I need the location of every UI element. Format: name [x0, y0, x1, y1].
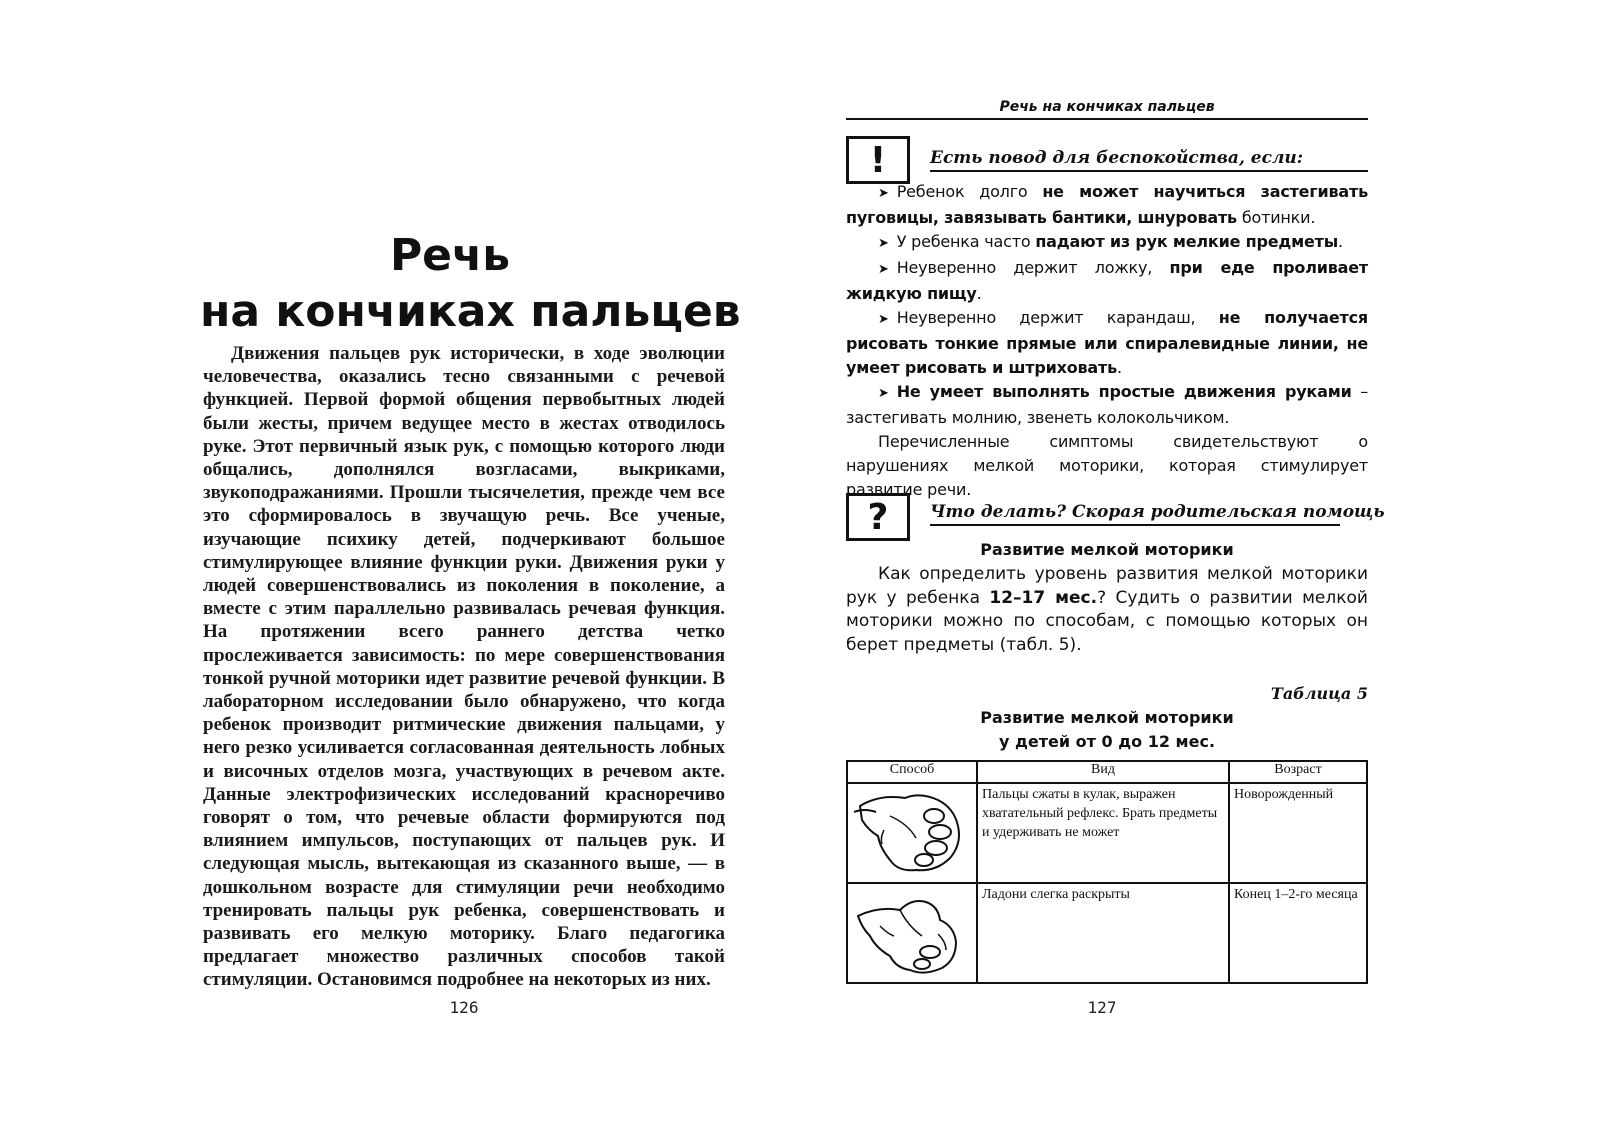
- symptom-item: [846, 306, 1368, 380]
- symptom-text: ботинки.: [1236, 208, 1316, 227]
- table-caption-line1: Развитие мелкой моторики: [980, 708, 1234, 727]
- view-cell: Пальцы сжаты в кулак, выражен хватательный рефлекс. Брать предметы и удерживать не может: [977, 783, 1229, 883]
- arrow-bullet-icon: ➤: [878, 386, 889, 401]
- table-header-row: [847, 761, 1367, 783]
- left-page: [0, 0, 800, 1132]
- arrow-bullet-icon: ➤: [878, 312, 889, 327]
- chapter-title-line2: на кончиках пальцев: [200, 286, 741, 337]
- table-row: [847, 783, 1367, 883]
- column-header-age: Возраст: [1229, 761, 1367, 783]
- intro-age-range: 12–17 мес.: [989, 587, 1098, 608]
- arrow-bullet-icon: ➤: [878, 236, 889, 251]
- body-paragraph: Движения пальцев рук исторически, в ходе эволюции человечества, оказались тесно связанными с речевой функцией. Первой формой общения первобытных людей были жесты, причем ведущее место в жестах отводилось руке. Этот первичный язык рук, с помощью которого люди общались, дополнялся возгласами, выкриками, звукоподражаниями. Прошли тысячелетия, прежде чем все это сформировалось в звучащую речь. Все ученые, изучающие психику детей, подчеркивают большое стимулирующее влияние функции руки. Движения руки у людей совершенствовались из поколения в поколение, а вместе с этим параллельно развивалась речевая функция. На протяжении всего раннего детства четко прослеживается зависимость: по мере совершенствования тонкой ручной моторики идет развитие речевой функции. В лабораторном исследовании было обнаружено, что когда ребенок производит ритмические движения пальцами, у него резко усиливается согласованная деятельность лобных и височных отделов мозга, участвующих в речевом акте. Данные электрофизических исследований красноречиво говорят о том, что речевые области формируются под влиянием импульсов, поступающих от пальцев рук. И следующая мысль, вытекающая из сказанного выше, — в дошкольном возрасте для стимуляции речи необходимо тренировать пальцы рук ребенка, совершенствовать и развивать его мелкую моторику. Благо педагогика предлагает множество различных способов такой стимуляции. Остановимся подробнее на некоторых из них.: [203, 343, 725, 991]
- chapter-title: [200, 228, 741, 340]
- intro-text-end: ? Судить о развитии мелкой моторики можно по способам, с помощью которых он берет предметы (табл. 5).: [846, 587, 1368, 655]
- open-hand-icon: [847, 883, 977, 983]
- symptom-bold-text: не получается рисовать тонкие прямые или спиралевидные линии, не умеет рисовать и штриховать: [846, 308, 1368, 377]
- page-number-left: 126: [449, 998, 479, 1017]
- symptom-item: [846, 180, 1368, 230]
- table-caption: [846, 706, 1368, 754]
- fist-hand-icon: [847, 783, 977, 883]
- intro-paragraph: [846, 563, 1368, 657]
- arrow-bullet-icon: ➤: [878, 186, 889, 201]
- running-header: Речь на кончиках пальцев: [846, 96, 1368, 120]
- section-subheading: Развитие мелкой моторики: [980, 540, 1234, 559]
- symptom-text: .: [1117, 358, 1122, 377]
- page-number-right: 127: [1087, 998, 1117, 1017]
- intro-text-start: Как определить уровень развития мелкой моторики рук у ребенка: [846, 564, 1368, 608]
- column-header-method: Способ: [847, 761, 977, 783]
- age-cell: Конец 1–2-го месяца: [1229, 883, 1367, 983]
- help-heading: Что делать? Скорая родительская помощь: [930, 502, 1340, 526]
- question-sign-icon: ?: [846, 493, 910, 541]
- warning-heading: Есть повод для беспокойства, если:: [930, 148, 1368, 172]
- exclamation-sign-icon: !: [846, 136, 910, 184]
- symptoms-conclusion: Перечисленные симптомы свидетельствуют о нарушениях мелкой моторики, которая стимулирует развитие речи.: [846, 432, 1368, 499]
- symptom-bold-text: при еде проливает жидкую пищу: [846, 258, 1368, 303]
- chapter-body: [203, 342, 725, 992]
- table-row: [847, 883, 1367, 983]
- symptom-text: .: [976, 284, 982, 303]
- symptom-item: [846, 380, 1368, 430]
- symptom-bold-text: Не умеет выполнять простые движения руками: [896, 382, 1352, 401]
- symptom-text: Ребенок долго: [896, 182, 1043, 201]
- symptom-text: У ребенка часто: [896, 232, 1036, 251]
- development-table: [846, 760, 1368, 984]
- age-cell: Новорожденный: [1229, 783, 1367, 883]
- table-label: Таблица 5: [1270, 684, 1368, 703]
- chapter-title-line1: Речь: [389, 230, 511, 281]
- symptom-text: – застегивать молнию, звенеть колокольчиком.: [846, 382, 1369, 427]
- arrow-bullet-icon: ➤: [878, 262, 889, 277]
- symptom-text: .: [1337, 232, 1343, 251]
- symptom-bold-text: падают из рук мелкие предметы: [1035, 232, 1338, 251]
- symptom-text: Неуверенно держит ложку,: [896, 258, 1170, 277]
- symptom-list: [846, 180, 1368, 502]
- symptom-text: Неуверенно держит карандаш,: [896, 308, 1219, 327]
- table-caption-line2: у детей от 0 до 12 мес.: [998, 732, 1216, 751]
- right-page: [800, 0, 1601, 1132]
- symptom-bold-text: не может научиться застегивать пуговицы, завязывать бантики, шнуровать: [846, 182, 1369, 227]
- view-cell: Ладони слегка раскрыты: [977, 883, 1229, 983]
- symptom-item: [846, 230, 1368, 256]
- column-header-view: Вид: [977, 761, 1229, 783]
- symptom-item: [846, 256, 1368, 306]
